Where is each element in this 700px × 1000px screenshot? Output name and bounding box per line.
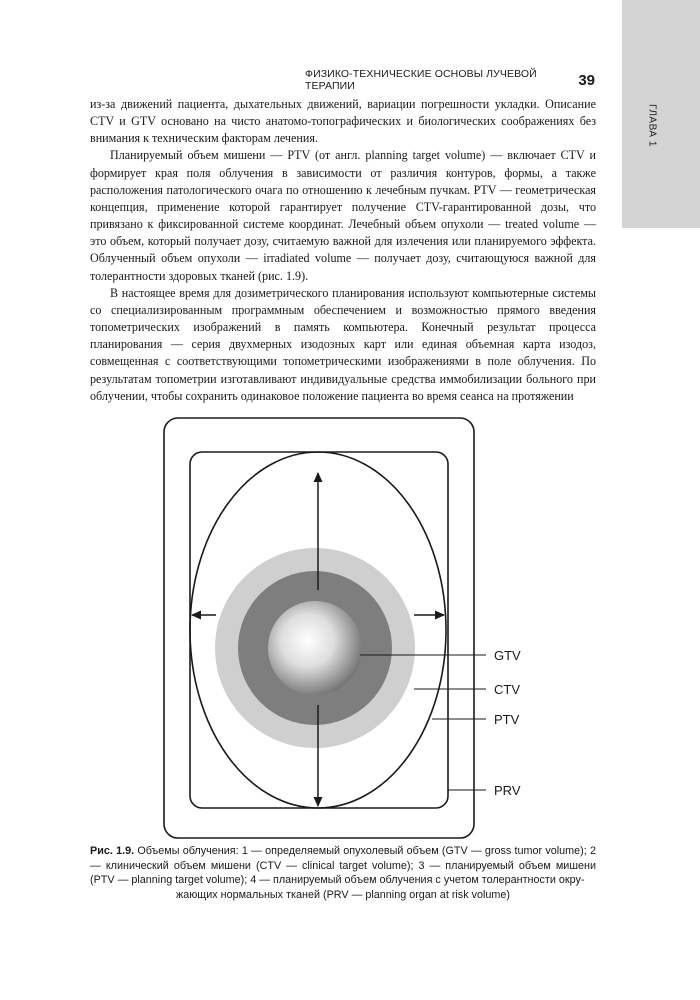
gtv-volume: [268, 601, 362, 695]
caption-text: Объемы облучения: 1 — определяемый опухолевый объем (GTV — gross tumor volume); 2 — клинический объем мишени (CTV — clinical target volume); 3 — планируемый объем мишени (PTV — planning target volume); 4 — планируемый объем облучения с учетом толерантности окру-: [90, 845, 597, 886]
paragraph-1: из-за движений пациента, дыхательных движений, вариации погрешности укладки. Описание CTV и GTV основано на чисто анатомо-топографических и биологических соображениях без внимания к техническим факторам лечения.: [90, 97, 596, 146]
caption-prefix: Рис. 1.9.: [90, 845, 135, 857]
paragraph-3: В настоящее время для дозиметрического планирования используют компьютерные системы со специализированным программным обеспечением и возможностью прямого введения топометрических изображений в память компьютера. Конечный результат процесса планирования — серия двухмерных изодозных карт или единая объемная карта изодоз, совмещенная с соответствующими топометрическими изображениями в поле облучения. По результатам топометрии изготавливают индивидуальные средства иммобилизации больного при облучении, чтобы сохранить одинаковое положение пациента во время сеанса на протяжении: [90, 285, 596, 403]
page-number: 39: [578, 71, 595, 89]
running-title: ФИЗИКО-ТЕХНИЧЕСКИЕ ОСНОВЫ ЛУЧЕВОЙ ТЕРАПИИ: [305, 68, 537, 92]
ctv-label: CTV: [494, 682, 520, 697]
paragraph-2: Планируемый объем мишени — PTV (от англ. planning target volume) — включает CTV и формирует края поля облучения в зависимости от различия контуров, формы, а также расположения патологического очага по отношению к лечебным пучкам. PTV — геометрическая концепция, применение которой гарантирует получение CTV-гарантированной дозы, что привязано к фиксированной системе координат. Лечебный объем опухоли — treated volume — это объем, который получает дозу, считаемую важной для излечения или планируемого эффекта. Облученный объем опухоли — irradiated volume — получает дозу, считающуюся важной для толерантности здоровых тканей (рис. 1.9).: [90, 148, 596, 283]
chapter-label: ГЛАВА 1: [646, 103, 658, 147]
ptv-label: PTV: [494, 712, 520, 727]
caption-last-line: жающих нормальных тканей (PRV — planning organ at risk volume): [175, 888, 511, 901]
figure-caption: [90, 844, 596, 902]
prv-label: PRV: [494, 783, 521, 798]
gtv-label: GTV: [494, 648, 521, 663]
